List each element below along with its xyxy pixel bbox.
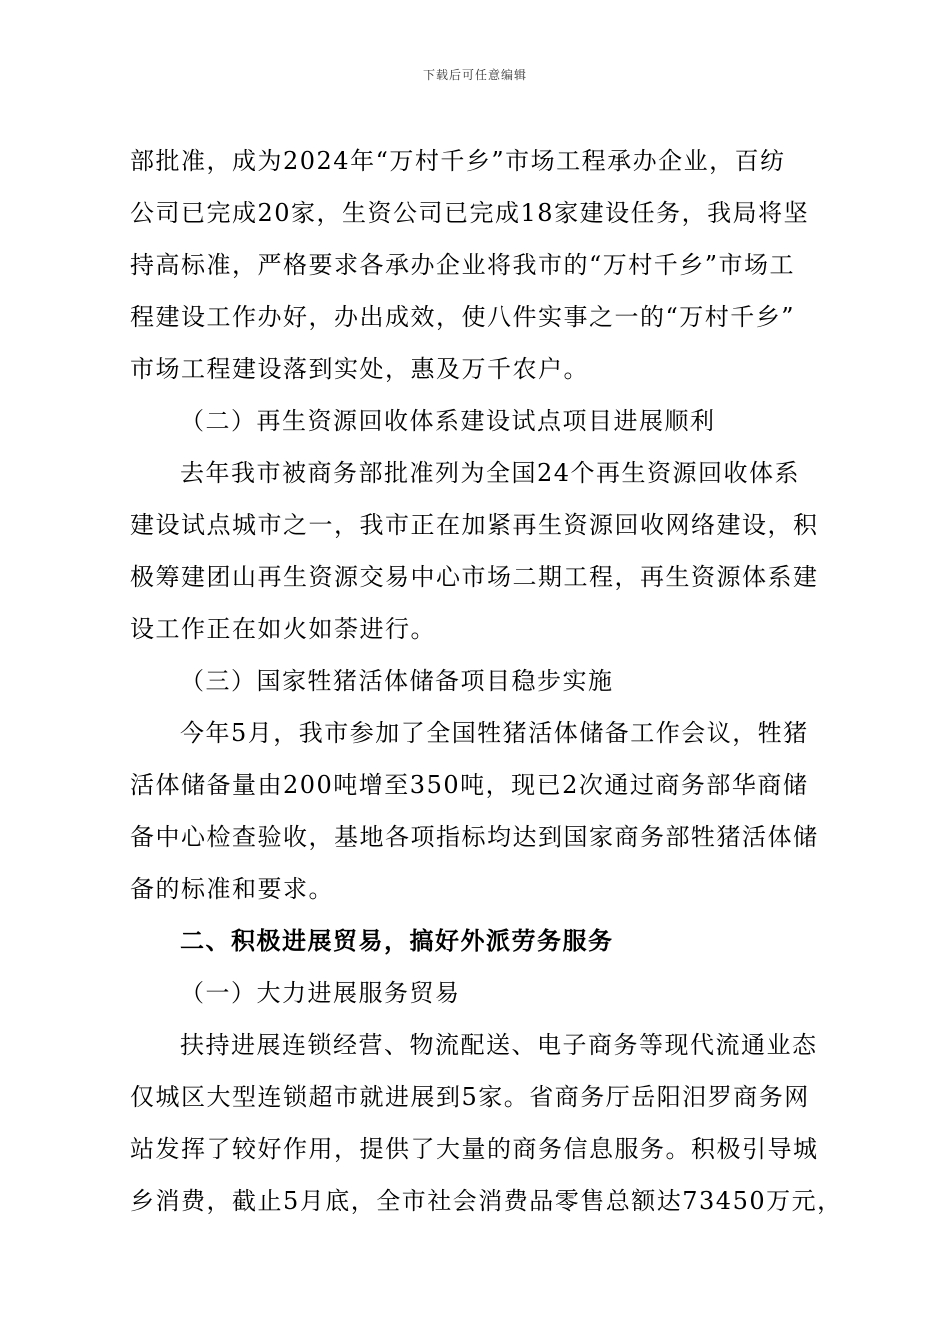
body-text-line: 乡消费，截止5月底，全市社会消费品零售总额达73450万元， [130, 1187, 843, 1215]
body-text-line: 扶持进展连锁经营、物流配送、电子商务等现代流通业态 [180, 1031, 818, 1059]
page-header: 下载后可任意编辑 [422, 68, 527, 82]
section-heading: 二、积极进展贸易，搞好外派劳务服务 [180, 926, 614, 955]
section-subheading: （三）国家牲猪活体储备项目稳步实施 [180, 667, 614, 695]
body-text-line: 极筹建团山再生资源交易中心市场二期工程，再生资源体系建 [130, 563, 819, 591]
body-text-line: 持高标准，严格要求各承办企业将我市的“万村千乡”市场工 [130, 251, 796, 279]
body-text-line: 活体储备量由200吨增至350吨，现已2次通过商务部华商储 [130, 771, 809, 799]
body-text-line: 去年我市被商务部批准列为全国24个再生资源回收体系 [180, 459, 801, 487]
body-text-line: 市场工程建设落到实处，惠及万千农户。 [130, 355, 589, 383]
body-text-line: 备的标准和要求。 [130, 875, 334, 903]
body-text-line: 仅城区大型连锁超市就进展到5家。省商务厅岳阳汨罗商务网 [130, 1083, 810, 1111]
section-subheading: （一）大力进展服务贸易 [180, 979, 461, 1007]
body-text-line: 今年5月，我市参加了全国牲猪活体储备工作会议，牲猪 [180, 719, 809, 747]
body-text-line: 建设试点城市之一，我市正在加紧再生资源回收网络建设，积 [130, 511, 819, 539]
body-text-line: 部批准，成为2024年“万村千乡”市场工程承办企业，百纺 [130, 147, 786, 175]
body-text-line: 公司已完成20家，生资公司已完成18家建设任务，我局将坚 [130, 199, 810, 227]
body-text-line: 站发挥了较好作用，提供了大量的商务信息服务。积极引导城 [130, 1135, 819, 1163]
section-subheading: （二）再生资源回收体系建设试点项目进展顺利 [180, 407, 716, 435]
body-text-line: 设工作正在如火如荼进行。 [130, 615, 436, 643]
body-text-line: 备中心检查验收，基地各项指标均达到国家商务部牲猪活体储 [130, 823, 819, 851]
body-text-line: 程建设工作办好，办出成效，使八件实事之一的“万村千乡” [130, 303, 796, 331]
